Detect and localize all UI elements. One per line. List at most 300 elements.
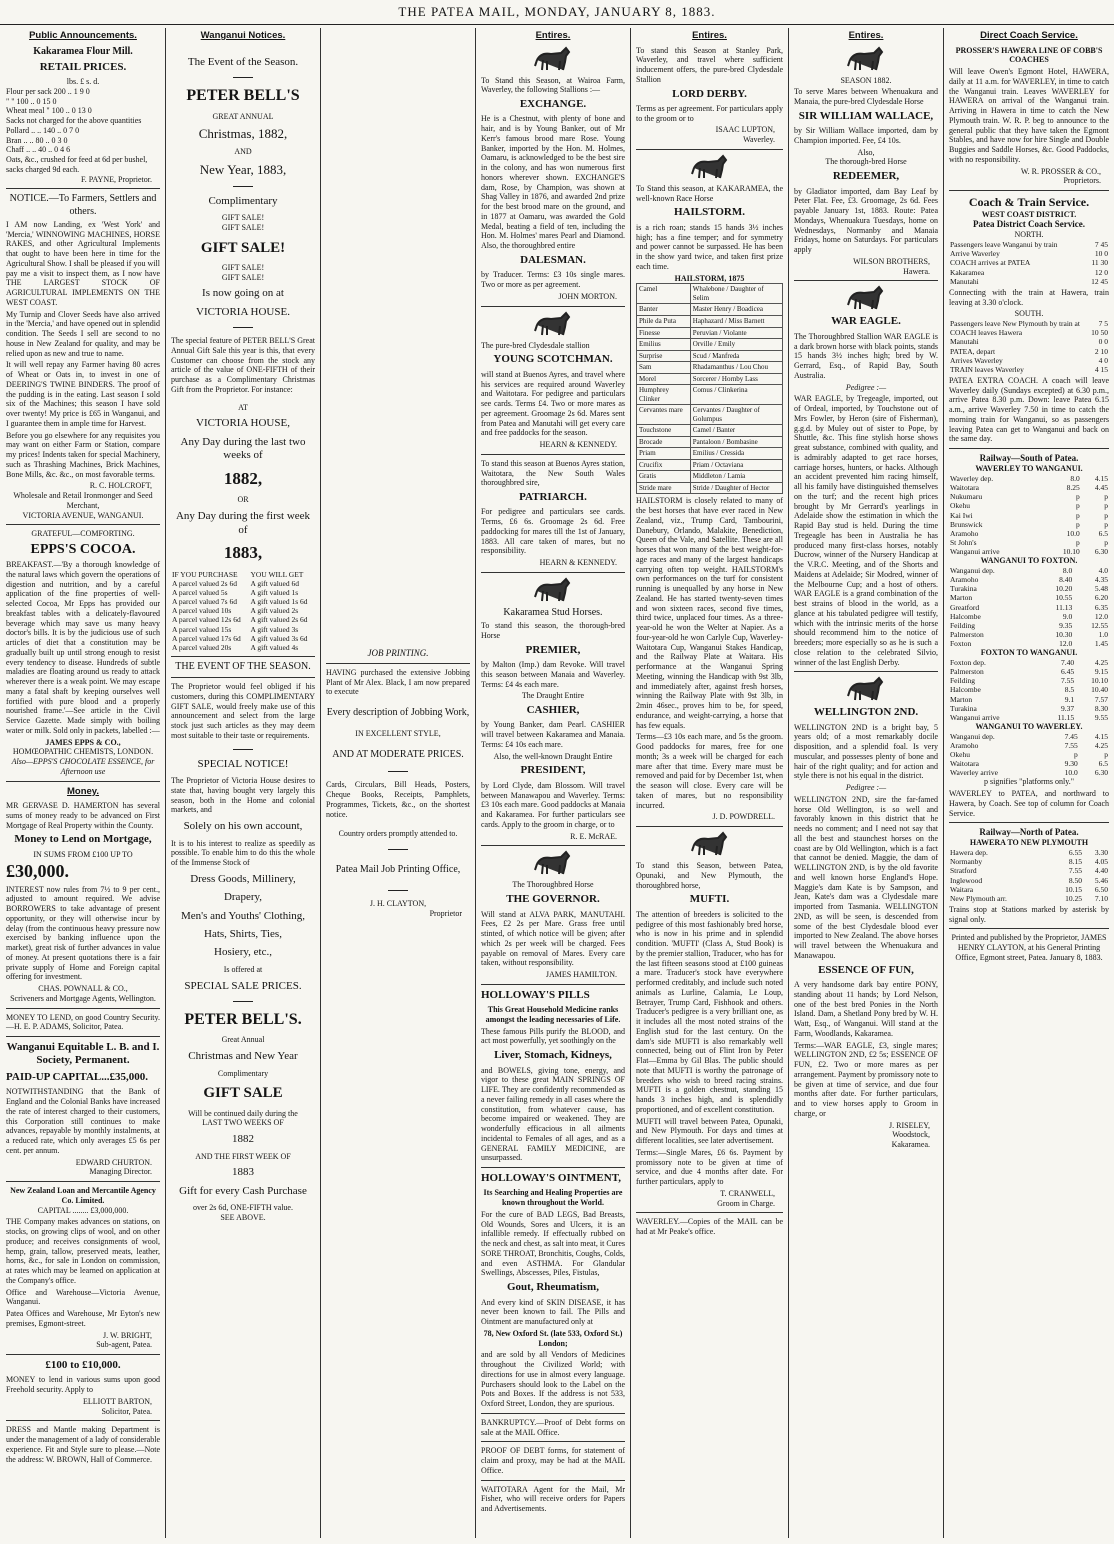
ad-title: GIFT SALE!	[200, 239, 286, 256]
pedigree-label: HAILSTORM, 1875	[674, 273, 745, 283]
divider	[481, 1167, 625, 1168]
ad-body: WAVERLEY.—Copies of the MAIL can be had at Mr Peake's office.	[636, 1217, 783, 1237]
ad-body: He is a Chestnut, with plenty of bone and hair, and is by Young Banker, out of Mr Kerr's famous brood mare Rose. Young Banker, imported by the Hon. M. Holmes, Oamaru, is acknowledged to be the best sire in the colony, and has won numerous first honors wherever shown. EXCHANGE'S dam, Rose, by Champion, was shown at Shag Valley in 1876, and awarded 2nd prize for the best brood mare on the ground, and in 1877 at Oamaru, was awarded the Gold Medal, beating a field of ten, including the Hon. M. Holmes' mares Pearl and Diamond. Also, the thoroughbred entire	[481, 114, 625, 251]
horse-name: ESSENCE OF FUN,	[818, 963, 914, 976]
pedigree-table	[636, 283, 783, 494]
ad-body: To stand this season at Buenos Ayres station, Waitotara, the New South Wales thoroughbred sire,	[481, 458, 625, 488]
paid-up-capital: PAID-UP CAPITAL...£35,000.	[6, 1070, 148, 1083]
table-row: Marton 9.1 7.57	[950, 694, 1108, 704]
table-row: Arrives Waverley 4 0	[950, 355, 1108, 365]
ad-body: Terms:—WAR EAGLE, £3, single mares; WELLINGTON 2ND, £2 5s; ESSENCE OF FUN, £2. Two or more mares as per arrangement. Payment by promissory note to be given at time of service, and due four months after date. For further particulars, and to view horses apply to Groom in charge, or	[794, 1040, 938, 1118]
horse-name: DALESMAN.	[520, 253, 586, 266]
table-row: Kakaramea 12 0	[950, 267, 1108, 277]
ad-body: The Thoroughbred Stallion WAR EAGLE is a dark brown horse with black points, stands 15 hands 3½ inches high; bred by W. Gerrard, Esq., of Rapid Bay, South Australia.	[794, 331, 938, 380]
divider	[481, 572, 625, 573]
table-row: Okehu p p	[950, 749, 1108, 759]
ad-body: Will stand at ALVA PARK, MANUTAHI. Fees, £2 2s per Mare. Grass free until stinted, of which notice will be given; after which 2s per week will be charged. Fees payable on removal of Mares. Every care taken, without responsibility.	[481, 909, 625, 968]
table-row: A parcel valued 20s A gift valued 4s	[172, 642, 299, 652]
ad-subtitle: WEST COAST DISTRICT.	[981, 209, 1077, 219]
ad-signature: Groom in Charge.	[717, 1198, 775, 1208]
timetable-label: WANGANUI TO WAVERLEY.	[975, 721, 1083, 731]
table-row: Sam Rhadamanthus / Lou Chou	[637, 362, 783, 374]
table-row: Normanby 8.15 4.05	[950, 857, 1108, 867]
rail-timetable-waverley-wanganui	[949, 474, 1109, 556]
horse-name: EXCHANGE.	[519, 98, 587, 111]
divider	[6, 1008, 160, 1009]
divider	[794, 280, 938, 281]
ad-line: The thorough-bred Horse	[825, 157, 907, 167]
ad-line: Christmas and New Year	[188, 1050, 298, 1063]
ad-line: LAST TWO WEEKS OF	[202, 1118, 284, 1128]
timetable-label: NORTH.	[1014, 230, 1044, 240]
ad-line: Country orders promptly attended to.	[338, 829, 458, 839]
ad-signature: Solicitor, Patea.	[101, 1406, 152, 1416]
ad-title: PROSSER'S HAWERA LINE OF COBB'S COACHES	[955, 45, 1103, 65]
ad-line: GREAT ANNUAL	[212, 111, 274, 121]
ad-line: The Event of the Season.	[187, 55, 299, 68]
horse-icon	[690, 831, 730, 857]
ad-line: AND THE FIRST WEEK OF	[195, 1151, 291, 1161]
section-heading: Entires.	[692, 30, 727, 41]
ad-body: MONEY TO LEND, on good Country Security.—H. E. P. ADAMS, Solicitor, Patea.	[6, 1012, 160, 1032]
ad-body: MR GERVASE D. HAMERTON has several sums of money ready to be advanced on First Mortgage of Real Property within the County.	[6, 801, 160, 830]
ad-signature: J. H. CLAYTON,	[369, 899, 427, 909]
ad-line: The Thoroughbred Horse	[512, 880, 594, 890]
horse-name: PRESIDENT,	[520, 764, 586, 777]
divider	[636, 149, 783, 150]
ad-line: Dress Goods, Millinery,	[190, 872, 296, 885]
ad-body: WELLINGTON 2ND is a bright bay, 5 years old; of a most remarkably docile disposition, and a splendid foal. Is very muscular, and possesses plenty of bone and hair of the right quality; and for action and style there is not his equal in the district.	[794, 722, 938, 781]
column-rule	[165, 28, 166, 1538]
ad-body: HAVING purchased the extensive Jobbing Plant of Mr Alex. Black, I am now prepared to execute	[326, 667, 470, 697]
column-entires-1	[477, 28, 629, 1538]
ad-title: Money to Lend on Mortgage,	[14, 833, 152, 846]
ad-subtitle: CAPITAL ........ £3,000,000.	[37, 1205, 129, 1215]
ad-line: GIFT SALE!	[221, 272, 265, 282]
timetable-label: SOUTH.	[1014, 309, 1044, 319]
horse-name: HAILSTORM.	[673, 206, 745, 219]
divider	[6, 1354, 160, 1355]
ad-body: WAITOTARA Agent for the Mail, Mr Fisher, who will receive orders for Papers and Advertisements.	[481, 1484, 625, 1514]
ad-signature: Hawera.	[903, 266, 930, 276]
ad-signature: W. R. PROSSER & CO.,	[1020, 166, 1101, 176]
ad-title: Kakaramea Flour Mill.	[33, 45, 133, 57]
ad-signature: Kakaramea.	[891, 1140, 930, 1150]
divider	[481, 984, 625, 985]
ad-title: JOB PRINTING.	[367, 648, 429, 658]
price-row: " " 100 .. 0 15 0	[6, 96, 57, 106]
ad-body: To stand this Season, between Patea, Opunaki, and New Plymouth, the thoroughbred horse,	[636, 861, 783, 890]
ad-signature: ISAAC LUPTON,	[715, 125, 775, 135]
ad-line: Complimentary	[208, 194, 278, 207]
table-row: Priam Emilius / Cressida	[637, 448, 783, 460]
ad-line: SPECIAL SALE PRICES.	[184, 979, 302, 992]
divider	[233, 77, 253, 78]
ad-body: Patea Offices and Warehouse, Mr Eyton's new premises, Egmont-street.	[6, 1309, 160, 1328]
table-row: Humphrey Clinker Comus / Clinkerina	[637, 385, 783, 405]
price-units: lbs. £ s. d.	[66, 77, 100, 87]
divider	[388, 849, 408, 850]
ad-body: by Malton (Imp.) dam Revoke. Will travel this season between Manaia and Waverley. Terms: £4 4s each mare.	[481, 660, 625, 689]
ad-title: HOLLOWAY'S OINTMENT,	[481, 1172, 621, 1185]
table-row: Arrive Waverley 10 0	[950, 249, 1108, 259]
column-rule	[475, 28, 476, 1538]
table-row: Waverley arrive 10.0 6.30	[950, 768, 1108, 778]
ad-title: New Zealand Loan and Mercantile Agency Co. Limited.	[10, 1186, 156, 1205]
table-row: Wanganui dep. 7.45 4.15	[950, 731, 1108, 741]
ad-body: WELLINGTON 2ND, sire the far-famed horse Old Wellington, is so well and favorably known in this district that he needs no comment; and I need not say that all the best and staunchest horses on the coast are by Old Wellington, which is a fact that cannot be denied. Maggie, the dam of WELLINGTON 2ND, is by the old favorite and well known horse England's Hope. Maggie's dam Kate is by Sampson, and Jean, Kate's dam was a Clydesdale mare imported from Tasmania. WELLINGTON 2ND, as will be seen, is descended from some of the best Clydesdale blood ever imported to New Zealand. The above horses will travel between the Whenuakura and Manawapou.	[794, 794, 938, 960]
timetable-label: WAVERLEY TO WANGANUI.	[975, 464, 1083, 474]
ad-body: is a rich roan; stands 15 hands 3½ inches high; has a fine temper; and for symmetry and power cannot be surpassed. He has been in the show yard twice, and taken first prize each time.	[636, 222, 783, 271]
ad-signature: J. D. POWDRELL.	[712, 812, 775, 822]
ad-signature: T. CRANWELL,	[720, 1188, 775, 1198]
table-row: Foxton dep. 7.40 4.25	[950, 657, 1108, 667]
divider	[233, 749, 253, 750]
ad-signature: Wholesale and Retail Ironmonger and Seed Merchant,	[13, 491, 153, 510]
ad-body: Cards, Circulars, Bill Heads, Posters, Cheque Books, Receipts, Pamphlets, Programmes, Tickets, &c., on the shortest notice.	[326, 780, 470, 819]
divider	[794, 671, 938, 672]
ad-body: by Gladiator imported, dam Bay Leaf by Peter Flat. Fee, £3. Groomage, 2s 6d. Fees payable January 1st, 1883. Route: Patea Mondays, Whenuakura Tuesdays, home on Wednesdays, Normanby and Manaia Fridays, home on Saturdays. For particulars apply	[794, 186, 938, 255]
timetable-label: FOXTON TO WANGANUI.	[980, 648, 1078, 658]
section-heading: Public Announcements.	[29, 30, 137, 41]
ad-line: GIFT SALE!	[221, 213, 265, 223]
divider	[481, 1413, 625, 1414]
ad-line: Gift for every Cash Purchase	[179, 1184, 307, 1197]
table-row: COACH leaves Hawera 10 50	[950, 328, 1108, 338]
table-row: A parcel valued 10s A gift valued 2s	[172, 606, 299, 616]
table-row: Feilding 9.35 12.55	[950, 620, 1108, 630]
ad-subtitle: RETAIL PRICES.	[39, 60, 127, 73]
table-row: A parcel valued 5s A gift valued 1s	[172, 588, 299, 598]
ad-signature: Scriveners and Mortgage Agents, Wellington.	[10, 993, 156, 1003]
ad-signature: VICTORIA AVENUE, WANGANUI.	[22, 510, 144, 520]
ad-body: NOTWITHSTANDING that the Bank of England and the Colonial Banks have increased the rate of interest charged to their customers, this Corporation still continues to make advances, repayable by monthly instalments, at a reduced rate, which only averages £5 6s per cent. per annum.	[6, 1087, 160, 1155]
ad-signature: Waverley.	[743, 135, 775, 145]
column-job-printing	[322, 28, 474, 1538]
ad-title: EPPS'S COCOA.	[30, 542, 136, 558]
ad-line: VICTORIA HOUSE,	[196, 417, 290, 430]
horse-name: SIR WILLIAM WALLACE,	[798, 109, 934, 122]
ad-body: To Stand this Season, at Wairoa Farm, Waverley, the following Stallions :—	[481, 75, 625, 95]
ad-subtitle: Patea District Coach Service.	[973, 219, 1085, 230]
ad-body: For the cure of BAD LEGS, Bad Breasts, Old Wounds, Sores and Ulcers, it is an infallible remedy. If effectually rubbed on the neck and chest, as salt into meat, it Cures SORE THROAT, Bronchitis, Coughs, Colds, and even ASTHMA. For Glandular Swellings, Abscesses, Piles, Fistulas,	[481, 1209, 625, 1278]
ad-signature: JOHN MORTON.	[558, 291, 617, 301]
ad-body: Office and Warehouse—Victoria Avenue, Wanganui.	[6, 1287, 160, 1307]
ad-line: over 2s 6d, ONE-FIFTH value.	[193, 1203, 293, 1213]
ad-line: Pedigree :—	[845, 382, 887, 392]
ad-body: These famous Pills purify the BLOOD, and act most powerfully, yet soothingly on the	[481, 1026, 625, 1046]
table-row: Passengers leave Wanganui by train 7 45	[950, 240, 1108, 250]
section-heading: Direct Coach Service.	[980, 30, 1078, 41]
section-heading: Wanganui Notices.	[200, 30, 286, 41]
ad-line: Every description of Jobbing Work,	[326, 707, 470, 719]
divider	[949, 928, 1109, 929]
ad-body: MUFTI will travel between Patea, Opunaki, and New Plymouth. For days and times at different localities, see later advertisement.	[636, 1116, 783, 1146]
ad-line: Liver, Stomach, Kidneys,	[494, 1049, 612, 1062]
table-row: Wanganui arrive 10.10 6.30	[950, 547, 1108, 557]
rail-timetable-foxton-wanganui	[949, 658, 1109, 722]
ad-title: PETER BELL'S	[186, 86, 300, 104]
horse-name: PREMIER,	[525, 643, 581, 656]
table-row: A parcel valued 2s 6d A gift valued 6d	[172, 578, 299, 588]
ad-body: It will well repay any Farmer having 80 acres of Wheat or Oats in, to invest in one of DEERING'S TWINE BINDERS. The proof of the pudding is in the eating. Last season I sold six of the Machines; this season I have sold over twenty! My price is £65 in Wanganui, and I guarantee them in ample time for Harvest.	[6, 360, 160, 428]
divider	[481, 1480, 625, 1481]
ad-body: MONEY to lend in various sums upon good Freehold security. Apply to	[6, 1375, 160, 1395]
horse-name: THE GOVERNOR.	[506, 893, 600, 906]
timetable-label: HAWERA TO NEW PLYMOUTH	[969, 838, 1089, 848]
table-header: YOU WILL GET	[250, 569, 304, 579]
ad-body: The Proprietor of Victoria House desires to state that, having bought very largely this season, both in the Home and colonial markets, and	[171, 776, 315, 815]
ad-title: HOLLOWAY'S PILLS	[481, 988, 590, 1001]
ad-body: HAILSTORM is closely related to many of the best horses that have ever raced in New Zealand, viz., Trump Card, Tambourini, Danebury, Orlando, Malakite, Benediction, Queen of the Vale, and Satellite. These are all horses that won many of the best weight-for-age races and many of the largest handicaps carrying often top weight. HAILSTORM's own performances on the turf for consistent running is unequalled by any horse in New Zealand. He has started twenty-seven times and won sixteen races, second five times, third twice, unplaced four times. As a three-year-old he won the Welter at Napier. As a four-year-old he won Carlyle Cup, Waverley-Waitotara Cup, Wanganui Stakes Handicap, and the Railway Plate at Waitara. His performance at the Wanganui Spring Meeting, winning the Handicap with 9st 3lb, and immediately after, against fresh horses, winning the Railway Plate with 9st 3lb, in 2min 46sec., proves him to be, for speed, endurance, and weight-carrying, a horse that has few equals.	[636, 496, 783, 730]
ad-body: THE Company makes advances on stations, on stocks, on growing clips of wool, and on other produce; and receives consignments of wool, hemp, grain, tallow, preserved meats, leather, horns, &c., for sale in London on commission, at rates which may be learned on application at the Company's office.	[6, 1217, 160, 1285]
ad-body: PROOF OF DEBT forms, for statement of claim and proxy, may be had at the MAIL Office.	[481, 1446, 625, 1475]
horse-name: LORD DERBY.	[672, 87, 747, 100]
ad-signature: JAMES EPPS & CO.,	[45, 737, 121, 747]
ad-signature: Proprietors.	[1063, 176, 1101, 186]
ad-line: Patea Mail Job Printing Office,	[335, 864, 461, 876]
ad-line: Any Day during the last two weeks of	[180, 435, 306, 462]
ad-line: OR	[237, 495, 249, 505]
divider	[481, 1441, 625, 1442]
ad-line: New Year, 1883,	[199, 161, 287, 177]
table-row: Waitotara 8.25 4.45	[950, 483, 1108, 493]
divider	[949, 822, 1109, 823]
ad-subtitle: Its Searching and Healing Properties are known throughout the World.	[483, 1188, 623, 1208]
ad-line: The Draught Entire	[521, 691, 585, 701]
divider	[6, 1036, 160, 1037]
ad-title: Railway—North of Patea.	[979, 827, 1079, 838]
ad-body: Terms as per agreement. For particulars apply to the groom or to	[636, 103, 783, 123]
ad-tail: Also—EPPS'S CHOCOLATE ESSENCE, for Afternoon use	[11, 757, 155, 776]
table-row: Cervantes mare Cervantes / Daughter of Golumpus	[637, 405, 783, 425]
table-row: Manutahi 12 45	[950, 276, 1108, 286]
ad-signature: HOMŒOPATHIC CHEMISTS, LONDON.	[12, 747, 154, 757]
ad-line: SEASON 1882.	[840, 75, 892, 85]
table-row: Stride mare Stride / Daughter of Hector	[637, 482, 783, 494]
ad-title: Railway—South of Patea.	[979, 453, 1079, 464]
ad-line: Also,	[857, 147, 875, 157]
ad-line: Solely on his own account,	[183, 820, 303, 833]
table-row: Feilding 7.55 10.10	[950, 676, 1108, 686]
ad-signature: EDWARD CHURTON.	[75, 1157, 152, 1167]
table-row: Morel Sorcerer / Hornby Lass	[637, 373, 783, 385]
divider	[171, 677, 315, 678]
ad-line: Great Annual	[221, 1035, 265, 1045]
table-row: Turakina 9.37 8.30	[950, 703, 1108, 713]
column-entires-2	[632, 28, 787, 1538]
ad-body: The pure-bred Clydesdale stallion	[481, 340, 590, 350]
table-row: St John's p p	[950, 537, 1108, 547]
rail-timetable-wanganui-waverley	[949, 732, 1109, 778]
column-rule	[320, 28, 321, 1538]
divider	[6, 1181, 160, 1182]
ad-body: BANKRUPTCY.—Proof of Debt forms on sale at the MAIL Office.	[481, 1417, 625, 1437]
ad-body: by Traducer. Terms: £3 10s single mares. Two or more as per agreement.	[481, 270, 625, 290]
ad-line: Is offered at	[223, 964, 263, 974]
ad-body: To stand this Season at Stanley Park, Waverley, and travel where sufficient inducement offers, the pure-bred Clydesdale Stallion	[636, 45, 783, 84]
divider	[6, 781, 160, 782]
ad-title: Wanganui Equitable L. B. and I. Society, Permanent.	[6, 1041, 160, 1067]
horse-name: REDEEMER,	[832, 170, 900, 183]
table-row: Touchstone Camel / Banter	[637, 425, 783, 437]
ad-signature: Sub-agent, Patea.	[96, 1340, 152, 1350]
horse-icon	[846, 46, 886, 72]
ad-body: The special feature of PETER BELL'S Great Annual Gift Sale this year is this, that every Customer can choose from the stock any article of the value of ONE-FIFTH of their purchase as a Complimentary Christmas Gift from the Proprietor. For instance:	[171, 336, 315, 394]
timetable-label: WANGANUI TO FOXTON.	[980, 556, 1078, 566]
table-row: Palmerston 10.30 1.0	[950, 629, 1108, 639]
ad-signature: WILSON BROTHERS,	[853, 256, 930, 266]
ad-line: GIFT SALE!	[221, 262, 265, 272]
table-row: Brunswick p p	[950, 519, 1108, 529]
table-row: A parcel valued 7s 6d A gift valued 1s 6d	[172, 597, 308, 607]
ad-body: PATEA EXTRA COACH. A coach will leave Waverley daily (Sundays excepted) at 6.30 p.m., arrive Patea 8.30 p.m. Down: leave Patea 6.15 a.m., arrive Waverley 7.50 in time to catch the morning train for Wanganui, so as passengers leaving Patea can get to Wanganui and back on the same day.	[949, 375, 1109, 444]
ad-line: Any Day during the first week of	[175, 510, 311, 536]
divider	[481, 454, 625, 455]
table-row: Finesse Peruvian / Violante	[637, 327, 783, 339]
ad-body: Connecting with the train at Hawera, train leaving at 3.30 o'clock.	[949, 287, 1109, 307]
ad-title: PETER BELL'S.	[184, 1010, 302, 1028]
horse-icon	[533, 577, 573, 603]
ad-body: DRESS and Mantle making Department is under the management of a lady of considerable experience. Fit and Style sure to please.—Note the address: W. BROWN, Hall of Commerce.	[6, 1425, 160, 1464]
ad-line: VICTORIA HOUSE.	[196, 305, 290, 318]
section-heading: Entires.	[848, 30, 884, 41]
ad-line: Hosiery, etc.,	[214, 946, 272, 959]
table-row: Palmerston 6.45 9.15	[950, 667, 1108, 677]
price-row: Flour per sack 200 .. 1 9 0	[6, 86, 90, 96]
ad-body: INTEREST now rules from 7½ to 9 per cent., adjusted to amount required. We advise BORROWERS to take advantage of present opportunity, or they will otherwise incur by delay (from the continuous heavy pressure now exercised by banking influence upon the market), great risk of further advances in value of money. At present quotations there is a fair private supply of Home and Foreign capital offering for investment.	[6, 884, 160, 982]
horse-name: CASHIER,	[526, 704, 580, 717]
horse-name: PATRIARCH.	[519, 491, 587, 504]
ad-body: And every kind of SKIN DISEASE, it has never been known to fail. The Pills and Ointment are manufactured only at	[481, 1297, 625, 1327]
ad-line: Is now going on at	[202, 287, 284, 300]
table-row: Marton 10.55 6.20	[950, 593, 1108, 603]
ad-line: 1882	[232, 1133, 254, 1146]
horse-name: WELLINGTON 2ND.	[813, 706, 919, 719]
ad-body: Terms—£3 10s each mare, and 5s the groom. Good paddocks for mares, free for one month; 3s a week will be charged for each mare after that time. Every mare must be removed and paid for by December 1st, when the season will close. Every care will be taken of mares, but no responsibility incurred.	[636, 732, 783, 810]
ad-subtitle: This Great Household Medicine ranks amongst the leading necessaries of Life.	[485, 1005, 621, 1024]
table-row: Gratis Middleton / Lamia	[637, 471, 783, 483]
divider	[636, 1212, 783, 1213]
table-row: Crucifix Priam / Octaviana	[637, 459, 783, 471]
gift-table	[171, 570, 315, 652]
table-row: Halcombe 8.5 10.40	[950, 685, 1108, 695]
table-header: IF YOU PURCHASE	[172, 569, 238, 579]
column-coach-service	[945, 28, 1113, 1538]
ad-line: Drapery,	[223, 891, 263, 904]
ad-subtitle: IN SUMS FROM £100 UP TO	[33, 849, 133, 859]
timetable-note: p signifies "platforms only."	[983, 777, 1074, 787]
ad-body: The Proprietor would feel obliged if his customers, during this COMPLIMENTARY GIFT SALE, would freely make use of this announcement and select from the large stock just such articles as they may deem most suitable to their taste or requirements.	[171, 682, 315, 740]
ad-signature: CHAS. POWNALL & CO.,	[38, 984, 128, 994]
table-row: A parcel valued 12s 6d A gift valued 2s 6d	[172, 615, 308, 625]
table-row: A parcel valued 17s 6d A gift valued 3s 6d	[172, 633, 308, 643]
ad-line: 78, New Oxford St. (late 533, Oxford St.) London;	[483, 1328, 623, 1348]
divider	[636, 826, 783, 827]
divider	[388, 890, 408, 891]
divider	[949, 190, 1109, 191]
horse-icon	[533, 311, 573, 337]
ad-signature: HEARN & KENNEDY.	[539, 440, 617, 450]
ad-title: £100 to £10,000.	[45, 1359, 121, 1372]
table-row: Inglewood 8.50 5.46	[950, 875, 1108, 885]
ad-signature: J. W. BRIGHT,	[103, 1330, 152, 1340]
coach-timetable-north	[949, 240, 1109, 286]
ad-title: Coach & Train Service.	[968, 195, 1090, 210]
table-row: Surprise Scud / Manfreda	[637, 350, 783, 362]
ad-body: and are sold by all Vendors of Medicines throughout the Civilized World; with directions for use in almost every language. Purchasers should look to the Label on the Pots and Boxes. If the address is not 533, Oxford Street, London, they are spurious.	[481, 1350, 625, 1409]
table-row: Okehu p p	[950, 501, 1108, 511]
divider	[233, 186, 253, 187]
ad-line: GIFT SALE	[203, 1085, 283, 1102]
ad-title: THE EVENT OF THE SEASON.	[175, 661, 311, 672]
ad-line: 1883,	[223, 543, 263, 562]
divider	[233, 1001, 253, 1002]
ad-body: I AM now Landing, ex 'West York' and 'Mercia,' WINNOWING MACHINES, HORSE RAKES, and other Agricultural Implements that ought to have been here in time for the Agricultural Show. I shall be pleased if you will pay me a visit to inspect them, as I now have THE LARGEST STOCK OF AGRICULTURAL IMPLEMENTS ON THE WEST COAST.	[6, 219, 160, 307]
ad-line: 1882,	[223, 468, 263, 488]
ad-body: To stand this season, the thorough-bred Horse	[481, 621, 625, 640]
table-row: PATEA, depart 2 10	[950, 346, 1108, 356]
ad-body: will stand at Buenos Ayres, and travel where his services are required around Waverley and Waitotara. For pedigree and particulars see cards. Terms £4. Two or more mares as per agreement. Groomage 2s 6d. Mares sent from Patea and Manutahi will get every care and free paddocks for the season.	[481, 369, 625, 438]
horse-name: WAR EAGLE.	[831, 315, 901, 328]
ad-line: SEE ABOVE.	[220, 1212, 266, 1222]
table-row: Brocade Pantaloon / Bombasine	[637, 436, 783, 448]
ad-signature: F. PAYNE, Proprietor.	[80, 174, 152, 184]
table-row: Banter Master Henry / Boadicea	[637, 304, 783, 316]
ad-signature: J. RISELEY,	[889, 1120, 930, 1130]
horse-name: MUFTI.	[689, 893, 730, 906]
horse-icon	[533, 850, 573, 876]
ad-line: Gout, Rheumatism,	[507, 1281, 599, 1294]
ad-body: To serve Mares between Whenuakura and Manaia, the pure-bred Clydesdale Horse	[794, 87, 938, 107]
table-row: Manutahi 0 0	[950, 337, 1108, 347]
rail-timetable-hawera-new-plymouth	[949, 848, 1109, 903]
table-row: A parcel valued 15s A gift valued 3s	[172, 624, 299, 634]
ad-body: For pedigree and particulars see cards. Terms, £6 6s. Groomage 2s 6d. Free paddocking for mares till the 1st of January, 1883. All care taken of mares, but no responsibility.	[481, 507, 625, 556]
horse-icon	[846, 676, 886, 702]
ad-body: BREAKFAST.—'By a thorough knowledge of the natural laws which govern the operations of digestion and nutrition, and by a careful application of the fine properties of well-selected Cocoa, Mr Epps has provided our breakfast tables with a delicately-flavoured beverage which may save us many heavy doctor's bills. It is by the judicious use of such articles of diet that a constitution may be gradually built up until strong enough to resist every tendency to disease. Hundreds of subtle maladies are floating around us ready to attack wherever there is a weak point. We may escape many a fatal shaft by keeping ourselves well fortified with pure blood and a properly nourished frame.'—See article in the Civil Service Gazette. Made simply with boiling water or milk. Sold only in packets, labelled :—	[6, 560, 160, 735]
section-heading: Entires.	[535, 30, 571, 41]
table-row: Camel Whalebone / Daughter of Selim	[637, 284, 783, 304]
ad-signature: R. E. McRAE.	[570, 831, 617, 841]
ad-body: by Lord Clyde, dam Blossom. Will travel between Manawapou and Waverley. Terms: £3 10s each mare. Good paddocks at Manaia and Kakaramea. For further particulars see cards. Apply to the groom in charge, or to	[481, 780, 625, 829]
table-row: COACH arrives at PATEA 11 30	[950, 258, 1108, 268]
ad-signature: JAMES HAMILTON.	[545, 970, 617, 980]
ad-signature: Woodstock,	[892, 1130, 930, 1140]
table-row: Hawera dep. 6.55 3.30	[950, 848, 1108, 858]
column-wanganui-notices	[167, 28, 319, 1538]
ad-body: by Sir William Wallace imported, dam by Champion imported. Fee, £4 10s.	[794, 126, 938, 145]
section-heading: Money.	[66, 785, 100, 797]
ad-body: To Stand this season, at KAKARAMEA, the well-known Race Horse	[636, 183, 783, 203]
ad-line: Complimentary	[217, 1068, 269, 1078]
horse-name: YOUNG SCOTCHMAN.	[493, 353, 613, 366]
table-row: Aramoho 10.0 6.5	[950, 528, 1108, 538]
ad-line: Will be continued daily during the	[188, 1108, 298, 1118]
ad-line: GIFT SALE!	[221, 222, 265, 232]
ad-body: by Young Banker, dam Pearl. CASHIER will travel between Kakaramea and Manaia. Terms: £4 10s each mare.	[481, 720, 625, 749]
price-row: Oats, &c., crushed for feed at 6d per bushel, sacks charged 9d each.	[6, 155, 148, 174]
ad-body: WAVERLEY to PATEA, and northward to Hawera, by Coach. See top of column for Coach Service.	[949, 789, 1109, 818]
table-row: Greatford 11.13 6.35	[950, 602, 1108, 612]
ad-line: Pedigree :—	[845, 783, 887, 793]
ad-body: WAR EAGLE, by Tregeagle, imported, out of Ordeal, imported, by Touchstone out of Mrs Fowler, by Heron (sire of Fisherman), g.g.d. by Muley out of sister to Pope, by Shuttle, &c. This fine stylish horse shows great substance, combined with quality, and is admirably adapted to get race horses, carriage horses, hunters, or hacks. Although an accident prevented him racing himself, all his family have distinguished themselves on the turf; and the recent high prices brought by Mr Gerrard's yearlings in Adelaide show the estimation in which the Rapid Bay stud is held. During the time Tregeagle has been in Australia he has produced many first-class horses, notably Ducrow, winner of the Nursery Handicap at the V.R.C. Meeting, and of the Shorts and Maidens at Adelaide; Sir Modred, winner of the Melbourne Cup; and a host of others. WAR EAGLE is a grand combination of the best strains of blood in the world, as a glance at his tabulated pedigree will testify, which with the intrinsic merits of the horse should recommend him to the notice of breeders; more especially so as he is such a close relation to the celebrated Silvio, winner of the last English Derby.	[794, 394, 938, 667]
ad-body: Before you go elsewhere for any requisites you may want on either Farm or Station, compare my prices! Indents taken for special Machinery, such as Thrashing Machines, Brick Machines, Bone Mills, &c. &c., on most favorable terms.	[6, 430, 160, 479]
price-row: Chaff .. .. 40 .. 0 4 6	[6, 145, 71, 155]
ad-body: It is to his interest to realize as speedily as possible. To enable him to do this the whole of the Immense Stock of	[171, 838, 315, 867]
ad-line: 1883	[232, 1166, 254, 1179]
coach-timetable-south	[949, 319, 1109, 374]
